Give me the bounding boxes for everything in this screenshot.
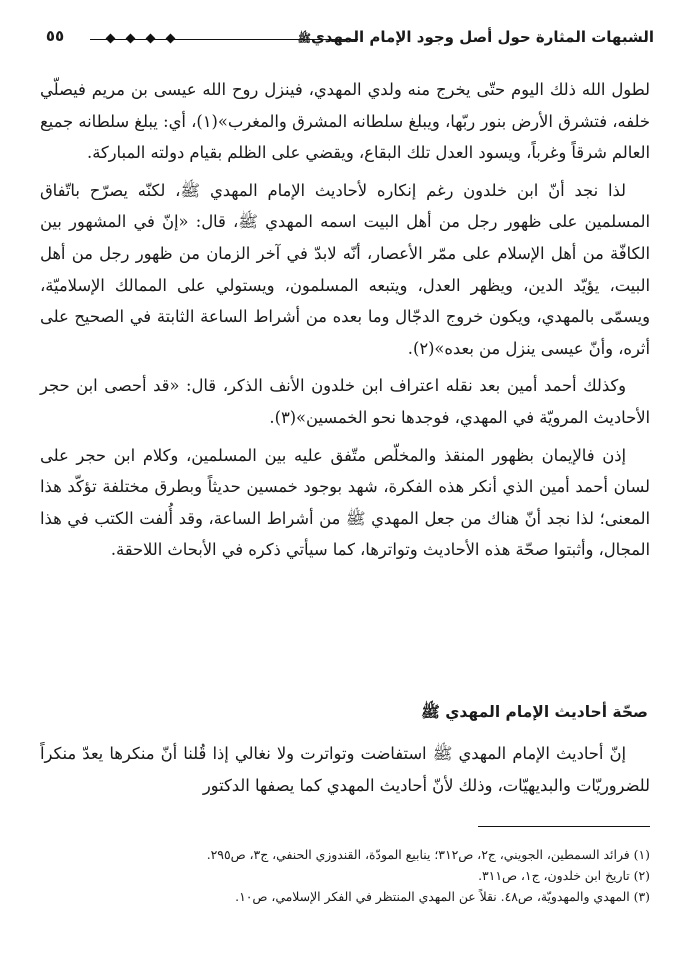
running-title bbox=[298, 28, 654, 48]
running-title-text: الشبهات المثارة حول أصل وجود الإمام المهدي bbox=[310, 28, 654, 46]
paragraph-1: لطول الله ذلك اليوم حتّى يخرج منه ولدي المهدي، فينزل روح الله عيسى بن مريم فيصلّي خلفه، فتشرق الأرض بنور ربّها، ويبلغ سلطانه المشرق والمغرب»(١)، أي: يبلغ سلطانه جميع العالم شرقاً وغرباً، ويسود العدل تلك البقاع، ويقضي على الظلم بقيام دولته المباركة. bbox=[40, 80, 650, 163]
honorific-glyph: ﷺ bbox=[297, 32, 311, 45]
footnote-separator bbox=[478, 826, 650, 827]
body-text bbox=[40, 74, 650, 572]
page-number: ٥٥ bbox=[45, 27, 65, 45]
section-text bbox=[40, 738, 650, 801]
ornament-diamond bbox=[166, 34, 176, 44]
page-header bbox=[34, 24, 654, 58]
section-heading: صحّة أحاديث الإمام المهدي ﷺ bbox=[421, 703, 648, 721]
ornament-diamond bbox=[106, 34, 116, 44]
paragraph-2: لذا نجد أنّ ابن خلدون رغم إنكاره لأحاديث الإمام المهدي ﷺ، لكنّه يصرّح باتّفاق المسلمين على ظهور رجل من أهل البيت اسمه المهدي ﷺ، قال: «إنّ في المشهور بين الكافّة من أهل الإسلام على ممّر الأعصار، أنّه لابدّ في آخر الزمان من ظهور رجل من أهل البيت، يؤيّد الدين، ويظهر العدل، ويتبعه المسلمون، ويستولي على الممالك الإسلاميّة، ويسمّى بالمهدي، ويكون خروج الدجّال وما بعده من أشراط الساعة الثابتة في الصحيح على أثره، وأنّ عيسى ينزل من بعده»(٢). bbox=[40, 180, 650, 358]
paragraph-3: وكذلك أحمد أمين بعد نقله اعتراف ابن خلدون الأنف الذكر، قال: «قد أحصى ابن حجر الأحاديث المرويّة في المهدي، فوجدها نحو الخمسين»(٣). bbox=[40, 376, 650, 427]
footnotes bbox=[40, 844, 650, 907]
section-paragraph: إنّ أحاديث الإمام المهدي ﷺ استفاضت وتواترت ولا نغالي إذا قُلنا أنّ منكرها يعدّ منكراً للضروريّات والبديهيّات، وذلك لأنّ أحاديث المهدي كما يصفها الدكتور bbox=[40, 744, 650, 795]
footnote-2: (٢) تاريخ ابن خلدون، ج١، ص٣١١. bbox=[478, 868, 650, 883]
footnote-3: (٣) المهدي والمهدويّة، ص٤٨. نقلاً عن المهدي المنتظر في الفكر الإسلامي، ص١٠. bbox=[235, 889, 650, 904]
ornament-diamond bbox=[126, 34, 136, 44]
ornament-diamond bbox=[146, 34, 156, 44]
paragraph-4: إذن فالإيمان بظهور المنقذ والمخلّص متّفق عليه بين المسلمين، وكلام ابن حجر على لسان أحمد أمين الذي أنكر هذه الفكرة، شهد بوجود خمسين حديثاً وبطرق مختلفة تؤكّد هذا المعنى؛ لذا نجد أنّ هناك من جعل المهدي ﷺ من أشراط الساعة، وقد أُلفت الكتب في هذا المجال، وأثبتوا صحّة هذه الأحاديث وتواترها، كما سيأتي ذكره في الأبحاث اللاحقة. bbox=[40, 445, 650, 560]
footnote-1: (١) فرائد السمطين، الجويني، ج٢، ص٣١٢؛ ينابيع المودّة، القندوزي الحنفي، ج٣، ص٢٩٥. bbox=[206, 847, 650, 862]
